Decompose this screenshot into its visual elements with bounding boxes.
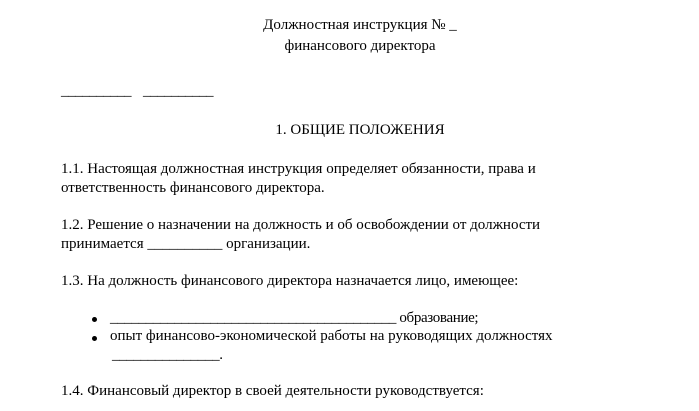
paragraph-1-2-line2: принимается __________ организации. (61, 236, 311, 252)
bullet-icon (92, 336, 97, 341)
document-title-line2: финансового директора (284, 38, 436, 54)
section-heading: 1. ОБЩИЕ ПОЛОЖЕНИЯ (275, 122, 445, 138)
document-title-line1: Должностная инструкция № _ (263, 17, 457, 33)
paragraph-1-2-line1: 1.2. Решение о назначении на должность и об освобождении от должности (61, 217, 541, 233)
paragraph-1-1-line2: ответственность финансового директора. (61, 180, 325, 196)
list-item-text-line2: _______________. (112, 347, 223, 363)
number-blank: __________ (143, 83, 213, 99)
list-item-text: ________________________________________ образование; (110, 310, 479, 326)
paragraph-1-3: 1.3. На должность финансового директора назначается лицо, имеющее: (61, 273, 519, 289)
paragraph-1-4: 1.4. Финансовый директор в своей деятельности руководствуется: (61, 383, 484, 399)
list-item-text-line1: опыт финансово-экономической работы на руководящих должностях (110, 328, 553, 344)
paragraph-1-1-line1: 1.1. Настоящая должностная инструкция определяет обязанности, права и (61, 161, 536, 177)
date-blank: __________ (61, 83, 131, 99)
bullet-icon (92, 317, 97, 322)
